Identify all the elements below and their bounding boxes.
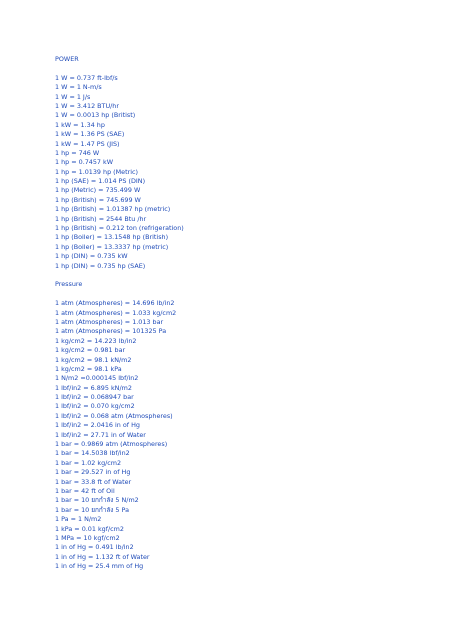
conversion-line: 1 kg/cm2 = 0.981 bar (55, 346, 126, 355)
conversion-line: 1 MPa = 10 kgf/cm2 (55, 533, 120, 542)
conversion-line: 1 bar = 14.5038 lbf/in2 (55, 449, 130, 458)
conversion-line: 1 in of Hg = 0.491 lb/in2 (55, 543, 134, 552)
conversion-line: 1 W = 1 N-m/s (55, 83, 102, 92)
conversion-line: 1 lbf/in2 = 27.71 in of Water (55, 430, 146, 439)
conversion-line: 1 kW = 1.34 hp (55, 120, 105, 129)
section-heading-power: POWER (55, 55, 79, 63)
conversion-line: 1 W = 0.737 ft-lbf/s (55, 73, 118, 82)
conversion-line: 1 hp (Boiler) = 13.1548 hp (British) (55, 233, 169, 242)
conversion-line: 1 bar = 1.02 kg/cm2 (55, 458, 122, 467)
conversion-line: 1 atm (Atmospheres) = 101325 Pa (55, 327, 167, 336)
conversion-line: 1 hp (Boiler) = 13.3337 hp (metric) (55, 242, 169, 251)
spacer (55, 290, 445, 299)
conversion-line: 1 W = 1 J/s (55, 92, 91, 101)
conversion-line: 1 hp (DIN) = 0.735 hp (SAE) (55, 261, 146, 270)
conversion-line: 1 hp (DIN) = 0.735 kW (55, 252, 128, 261)
conversion-line: 1 bar = 10 ยกกำลัง 5 N/m2 (55, 496, 139, 505)
conversion-line: 1 N/m2 =0.000145 lbf/in2 (55, 374, 139, 383)
conversion-line: 1 bar = 10 ยกกำลัง 5 Pa (55, 505, 129, 514)
section-power (55, 55, 445, 271)
conversion-line: 1 kg/cm2 = 98.1 kPa (55, 364, 122, 373)
conversion-line: 1 bar = 42 ft of Oil (55, 486, 115, 495)
conversion-line: 1 kg/cm2 = 14.223 lb/in2 (55, 336, 137, 345)
conversion-list-pressure (55, 299, 445, 571)
section-pressure (55, 280, 445, 571)
conversion-line: 1 W = 0.0013 hp (Britist) (55, 111, 136, 120)
conversion-line: 1 atm (Atmospheres) = 14.696 lb/in2 (55, 299, 175, 308)
conversion-line: 1 in of Hg = 25.4 mm of Hg (55, 562, 144, 571)
conversion-line: 1 kg/cm2 = 98.1 kN/m2 (55, 355, 132, 364)
conversion-line: 1 hp (British) = 0.212 ton (refrigeration) (55, 224, 184, 233)
conversion-line: 1 kW = 1.47 PS (JIS) (55, 139, 120, 148)
conversion-line: 1 bar = 0.9869 atm (Atmospheres) (55, 440, 168, 449)
conversion-line: 1 kW = 1.36 PS (SAE) (55, 130, 125, 139)
conversion-line: 1 atm (Atmospheres) = 1.013 bar (55, 317, 164, 326)
section-heading-pressure: Pressure (55, 280, 83, 289)
conversion-line: 1 hp (SAE) = 1.014 PS (DIN) (55, 177, 146, 186)
conversion-line: 1 lbf/in2 = 0.070 kg/cm2 (55, 402, 135, 411)
conversion-line: 1 hp (British) = 2544 Btu /hr (55, 214, 147, 223)
conversion-line: 1 hp (British) = 745.699 W (55, 195, 141, 204)
conversion-line: 1 bar = 29.527 in of Hg (55, 468, 131, 477)
conversion-line: 1 lbf/in2 = 2.0416 in of Hg (55, 421, 140, 430)
conversion-line: 1 lbf/in2 = 0.068 atm (Atmospheres) (55, 411, 173, 420)
conversion-line: 1 lbf/in2 = 0.068947 bar (55, 393, 134, 402)
conversion-line: 1 hp = 1.0139 hp (Metric) (55, 167, 139, 176)
conversion-line: 1 bar = 33.8 ft of Water (55, 477, 132, 486)
conversion-line: 1 Pa = 1 N/m2 (55, 515, 102, 524)
conversion-line: 1 hp (British) = 1.01387 hp (metric) (55, 205, 171, 214)
conversion-list-power (55, 74, 445, 271)
document-page (55, 55, 445, 571)
spacer (55, 64, 445, 73)
spacer (55, 271, 445, 280)
conversion-line: 1 hp = 746 W (55, 148, 100, 157)
conversion-line: 1 hp = 0.7457 kW (55, 158, 114, 167)
conversion-line: 1 atm (Atmospheres) = 1.033 kg/cm2 (55, 308, 177, 317)
conversion-line: 1 hp (Metric) = 735.499 W (55, 186, 141, 195)
conversion-line: 1 in of Hg = 1.132 ft of Water (55, 552, 150, 561)
conversion-line: 1 lbf/in2 = 6.895 kN/m2 (55, 383, 132, 392)
conversion-line: 1 W = 3.412 BTU/hr (55, 101, 119, 110)
conversion-line: 1 kPa = 0.01 kgf/cm2 (55, 524, 124, 533)
